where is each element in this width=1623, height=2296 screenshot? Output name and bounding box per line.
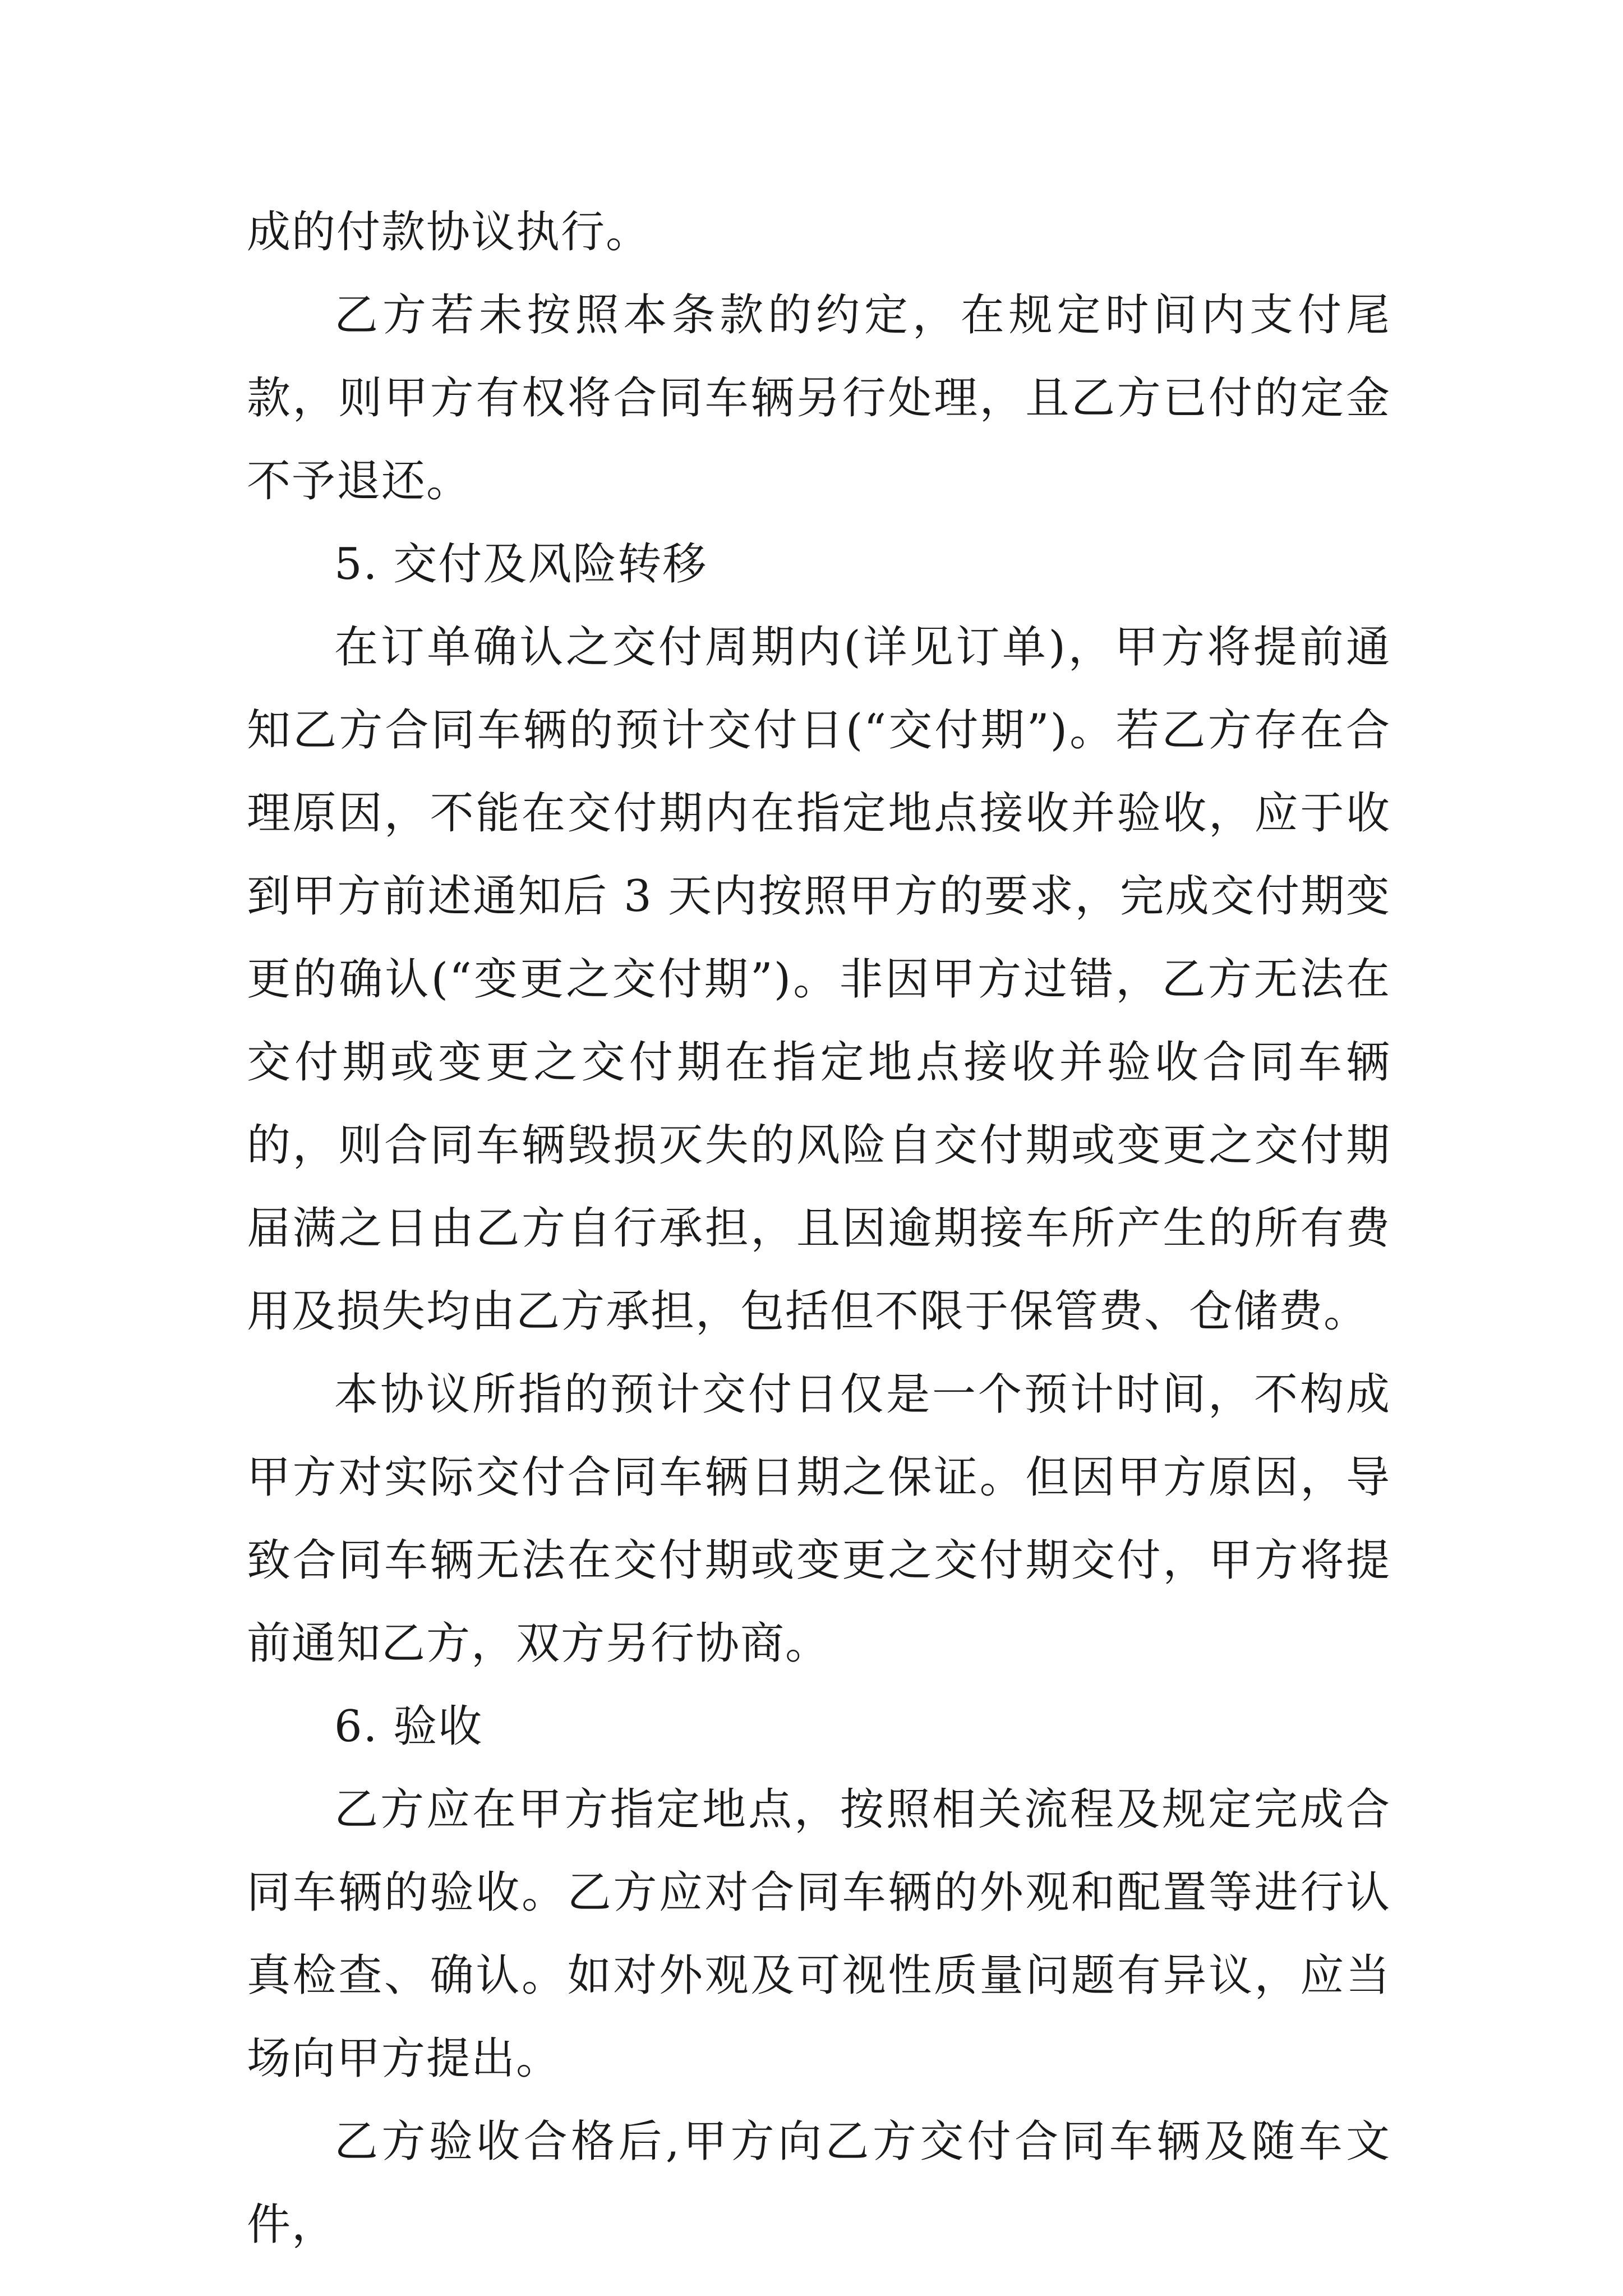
paragraph-delivery-period: 在订单确认之交付周期内(详见订单)，甲方将提前通知乙方合同车辆的预计交付日(“交付期”)。若乙方存在合理原因，不能在交付期内在指定地点接收并验收，应于收到甲方前述通知后 3 天内按照甲方的要求，完成交付期变更的确认(“变更之交付期”)。非因甲方过错，乙方无法在交付期或变更之交付期在指定地点接收并验收合同车辆的，则合同车辆毁损灭失的风险自交付期或变更之交付期届满之日由乙方自行承担，且因逾期接车所产生的所有费用及损失均由乙方承担，包括但不限于保管费、仓储费。 [247,622,1391,1337]
paragraph-estimated-delivery-date: 本协议所指的预计交付日仅是一个预计时间，不构成甲方对实际交付合同车辆日期之保证。但因甲方原因，导致合同车辆无法在交付期或变更之交付期交付，甲方将提前通知乙方，双方另行协商。 [247,1369,1391,1669]
paragraph-final-payment-default: 乙方若未按照本条款的约定，在规定时间内支付尾款，则甲方有权将合同车辆另行处理，且乙方已付的定金不予退还。 [247,290,1391,507]
paragraph-payment-continuation: 成的付款协议执行。 [247,207,651,257]
section-heading-acceptance: 6. 验收 [334,1701,483,1752]
section-heading-delivery-risk: 5. 交付及风险转移 [334,539,708,590]
paragraph-acceptance-handover: 乙方验收合格后,甲方向乙方交付合同车辆及随车文件， [247,2116,1391,2250]
paragraph-acceptance-procedure: 乙方应在甲方指定地点，按照相关流程及规定完成合同车辆的验收。乙方应对合同车辆的外观和配置等进行认真检查、确认。如对外观及可视性质量问题有异议，应当场向甲方提出。 [247,1784,1391,2084]
document-body [247,191,1391,2266]
